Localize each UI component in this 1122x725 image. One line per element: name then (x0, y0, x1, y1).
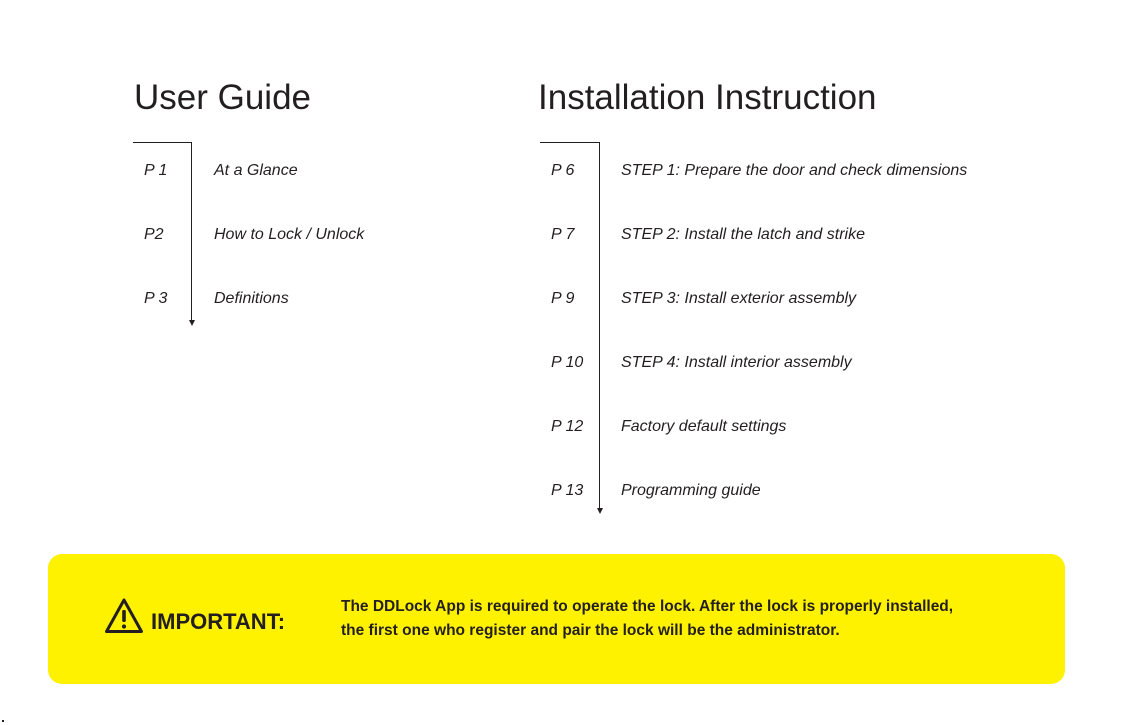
installation-instruction-title: Installation Instruction (538, 78, 877, 117)
down-arrow-icon (597, 508, 603, 514)
toc-link-factory-default-settings[interactable]: Factory default settings (621, 418, 787, 435)
toc-link-at-a-glance[interactable]: At a Glance (214, 162, 298, 179)
toc-page-number: P 3 (144, 290, 168, 307)
toc-link-step-3[interactable]: STEP 3: Install exterior assembly (621, 290, 857, 307)
toc-page-number: P 13 (551, 482, 584, 499)
down-arrow-icon (189, 320, 195, 326)
important-message-line-2: the first one who register and pair the lock will be the administrator. (341, 622, 840, 639)
toc-link-step-1[interactable]: STEP 1: Prepare the door and check dimensions (621, 162, 968, 179)
toc-page-number: P 6 (551, 162, 575, 179)
important-label: IMPORTANT: (151, 609, 286, 634)
user-guide-title: User Guide (134, 78, 312, 117)
toc-page-number: P 9 (551, 290, 575, 307)
toc-link-programming-guide[interactable]: Programming guide (621, 482, 761, 499)
toc-link-step-2[interactable]: STEP 2: Install the latch and strike (621, 226, 865, 243)
toc-link-how-to-lock-unlock[interactable]: How to Lock / Unlock (214, 226, 365, 243)
toc-page-number: P 7 (551, 226, 575, 243)
toc-link-definitions[interactable]: Definitions (214, 290, 289, 307)
toc-link-step-4[interactable]: STEP 4: Install interior assembly (621, 354, 852, 371)
warning-triangle-icon (104, 597, 144, 635)
corner-mark (2, 720, 4, 722)
toc-page-number: P 10 (551, 354, 584, 371)
toc-page-number: P2 (144, 226, 164, 243)
toc-page-number: P 12 (551, 418, 584, 435)
toc-page-number: P 1 (144, 162, 168, 179)
important-message-line-1: The DDLock App is required to operate the lock. After the lock is properly installed, (341, 598, 954, 615)
